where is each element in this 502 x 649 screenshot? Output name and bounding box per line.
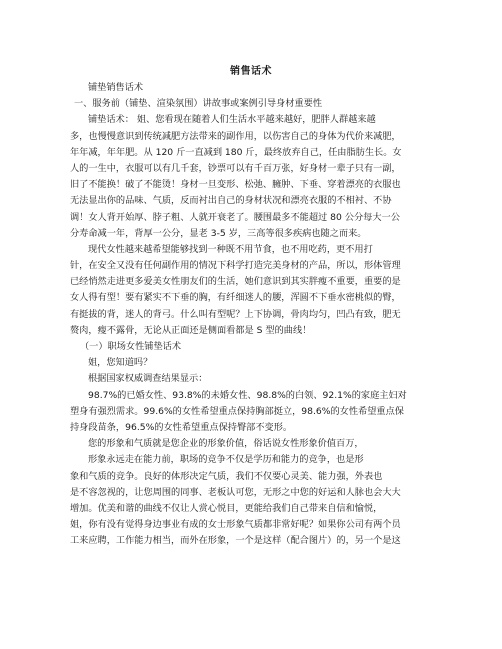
paragraph-line: 旧了不能换！破了不能烫！身材一旦变形、松弛、臃肿、下垂、穿着漂亮的衣服也 (70, 179, 401, 191)
paragraph-line: 无法显出你的品味、气质，反而衬出自己的身材状况和漂亮衣服的不相衬、不协 (70, 195, 392, 207)
paragraph-line: 工来应聘，工作能力相当，而外在形象，一个是这样（配合图片）的，另一个是这 (70, 535, 401, 547)
paragraph-line: 形象永远走在能力前，职场的竞争不仅是学历和能力的竞争，也是形 (88, 454, 364, 466)
section-heading: 一、服务前（铺垫、渲染氛围）讲故事或案例引导身材重要性 (74, 98, 323, 110)
paragraph-line: 塑身有强烈需求。99.6%的女性希望重点保持胸部挺立，98.6%的女性希望重点保 (70, 405, 404, 417)
paragraph-line: 针，在安全又没有任何副作用的情况下科学打造完美身材的产品，所以，形体管理 (70, 260, 401, 272)
paragraph-line: 象和气质的竞争。良好的体形决定气质，我们不仅要心灵美、能力强，外表也 (70, 470, 383, 482)
paragraph-line: 人的一生中，衣服可以有几千套，钞票可以有千百万张，好身材一辈子只有一副， (70, 162, 401, 174)
paragraph-line: 是不容忽视的，让您周围的同事、老板认可您，无形之中您的好运和人脉也会大大 (70, 486, 401, 498)
paragraph-line: 分寿命减一年，背厚一公分，显老 3-5 岁，三高等很多疾病也随之而来。 (70, 227, 367, 239)
paragraph-line: 增加。优美和谐的曲线不仅让人赏心悦目，更能给我们自己带来自信和愉悦， (70, 502, 383, 514)
paragraph-line: 持身段苗条，96.5%的女性希望重点保持臀部不变形。 (70, 421, 293, 433)
paragraph-line: 您的形象和气质就是您企业的形象价值，俗话说女性形象价值百万， (88, 438, 364, 450)
paragraph-line: 姐，您知道吗？ (88, 357, 153, 369)
paragraph-line: 现代女性越来越希望能够找到一种既不用节食，也不用吃药，更不用打 (88, 243, 373, 255)
document-body (70, 80, 440, 549)
paragraph-line: 多，也慢慢意识到传统减肥方法带来的副作用，以伤害自己的身体为代价来减肥， (70, 130, 401, 142)
subsection-heading: （一）职场女性铺垫话术 (80, 341, 182, 352)
paragraph-line: 赘肉，瘦不露骨，无论从正面还是侧面看都是 S 型的曲线！ (70, 324, 312, 336)
paragraph-line: 根据国家权威调查结果显示： (88, 373, 208, 385)
paragraph-line: 有挺拔的背，迷人的背弓。什么叫有型呢？上下协调，骨肉均匀，凹凸有致，肥无 (70, 308, 401, 320)
paragraph-line: 铺垫话术： 姐、您看现在随着人们生活水平越来越好，肥胖人群越来越 (88, 114, 376, 126)
paragraph-line: 已经悄然走进更多爱美女性朋友们的生活，她们意识到其实胖瘦不重要，重要的是 (70, 276, 401, 288)
paragraph-line: 女人得有型！要有紧实不下垂的胸，有纤细迷人的腰，浑圆不下垂水密桃似的臀， (70, 292, 401, 304)
paragraph-line: 98.7%的已婚女性、93.8%的未婚女性、98.8%的白领、92.1%的家庭主妇对 (88, 389, 407, 401)
section-heading: 铺垫销售话术 (88, 82, 144, 93)
paragraph-line: 调！女人背开始厚、脖子粗、人就开衰老了。腰围最多不能超过 80 公分每大一公 (70, 211, 400, 223)
document-title: 销售话术 (230, 66, 272, 77)
paragraph-line: 年年减，年年肥。从 120 斤一直减到 180 斤，最终放弃自己，任由脂肪生长。女 (70, 146, 402, 158)
paragraph-line: 姐，你有没有觉得身边事业有成的女士形象气质都非常好呢？如果你公司有两个员 (70, 519, 401, 531)
